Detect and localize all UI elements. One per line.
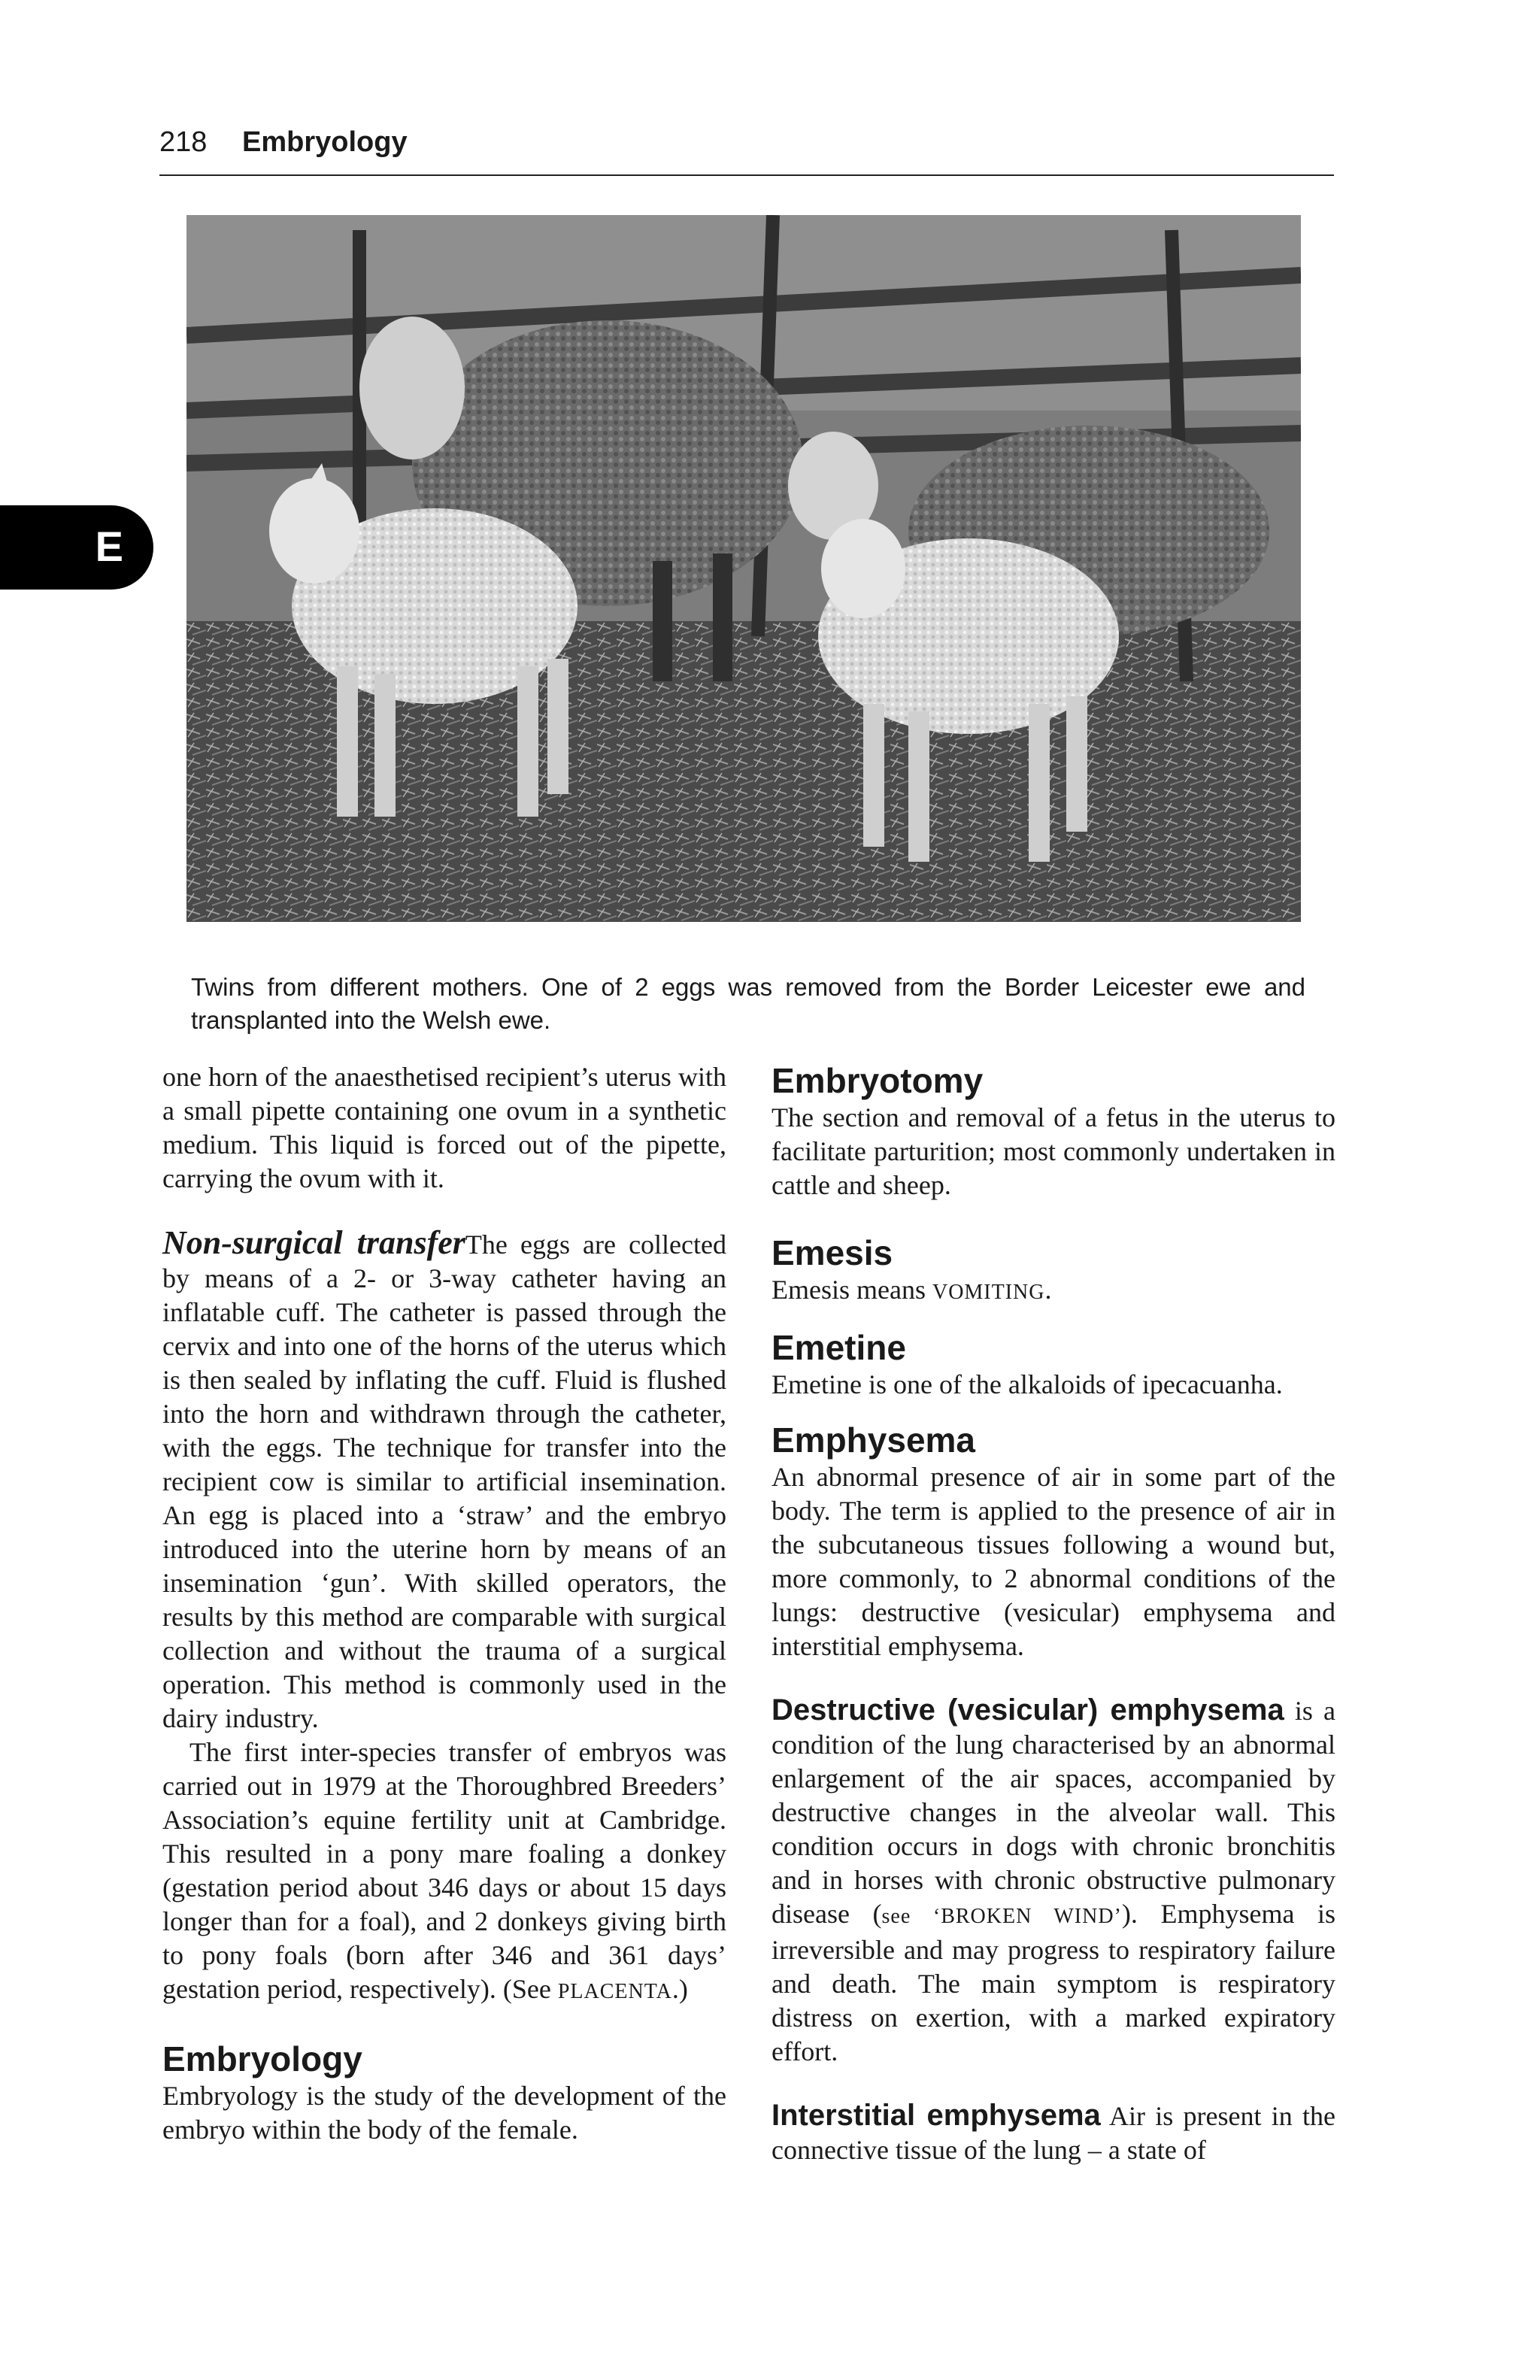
embryology-definition: Embryology is the study of the development of the embryo within the body of the female.: [162, 2081, 726, 2145]
entry-heading-embryology: Embryology: [162, 2039, 362, 2078]
see-prefix: (See: [502, 1974, 558, 2004]
destructive-emphysema-text: is a condition of the lung characterised by an abnormal enlargement of the air spaces, accompanied by destructive changes in the alveolar wall. This condition occurs in dogs with chronic bronchitis and in horses with chronic obstructive pulmonary disease (: [772, 1696, 1335, 1929]
paragraph-inter-species-transfer: [162, 1736, 726, 2009]
destructive-emphysema-text-end: ). Emphysema is irreversible and may progress to respiratory failure and death. The main symptom is respiratory distress on exertion, with a marked expiratory effort.: [772, 1899, 1336, 2066]
entry-heading-embryotomy: Embryotomy: [772, 1061, 984, 1100]
entry-heading-emesis: Emesis: [772, 1233, 893, 1272]
non-surgical-transfer-heading: Non-surgical transfer: [162, 1224, 465, 1261]
entry-heading-emphysema: Emphysema: [772, 1420, 976, 1460]
interstitial-emphysema-heading: Interstitial emphysema: [772, 2099, 1101, 2132]
interstitial-emphysema-text: Air is present in the connective tissue of the lung – a state of: [772, 2101, 1336, 2165]
paragraph-destructive-emphysema: [772, 1693, 1335, 2069]
emphysema-definition: An abnormal presence of air in some part of the body. The term is applied to the presence of air in the subcutaneous tissues following a wound but, more commonly, to 2 abnormal conditions of the lungs: destructive (vesicular) emphysema and interstitial emphysema.: [772, 1462, 1335, 1661]
destructive-emphysema-heading: Destructive (vesicular) emphysema: [772, 1693, 1284, 1727]
emesis-definition: [772, 1273, 1335, 1309]
placenta-cross-reference: PLACENTA: [557, 1980, 672, 2003]
entry-heading-emetine: Emetine: [772, 1328, 906, 1367]
paragraph-surgical-transfer-end: one horn of the anaesthetised recipient’s uterus with a small pipette containing one ovum in a synthetic medium. This liquid is forced out of the pipette, carrying the ovum with it.: [162, 1062, 726, 1193]
inter-species-transfer-text: The first inter-species transfer of embryos was carried out in 1979 at the Thoroughbred Breeders’ Association’s equine fertility unit at Cambridge. This resulted in a pony mare foaling a donkey (gestation period about 346 days or about 15 days longer than for a foal), and 2 donkeys giving birth to pony foals (born after 346 and 361 days’ gestation period, respectively).: [162, 1737, 726, 2004]
paragraph-interstitial-emphysema: [772, 2099, 1335, 2167]
emesis-end: .: [1044, 1275, 1052, 1305]
see-label: see: [881, 1905, 911, 1928]
page-number: 218: [159, 126, 208, 158]
section-tab-letter: E: [95, 523, 123, 570]
left-column: [162, 1060, 726, 2147]
non-surgical-transfer-text: The eggs are collected by means of a 2- or 3-way catheter having an inflatable cuff. The catheter is passed through the cervix and into one of the horns of the uterus which is then sealed by inflating the cuff. Fluid is flushed into the horn and withdrawn through the catheter, with the eggs. The technique for transfer into the recipient cow is similar to artificial insemination. An egg is placed into a ‘straw’ and the embryo introduced into the uterine horn by means of an insemination ‘gun’. With skilled operators, the results by this method are comparable with surgical collection and without the trauma of a surgical operation. This method is commonly used in the dairy industry.: [162, 1229, 726, 1733]
emesis-text: Emesis means: [772, 1275, 932, 1305]
vomiting-cross-reference: VOMITING: [932, 1281, 1045, 1304]
section-tab: [0, 505, 153, 590]
see-suffix: .): [671, 1974, 688, 2004]
running-head-title: Embryology: [242, 126, 408, 158]
figure-caption: Twins from different mothers. One of 2 eggs was removed from the Border Leicester ewe and transplanted into the Welsh ewe.: [191, 973, 1305, 1034]
paragraph-non-surgical-transfer: [162, 1226, 726, 1736]
broken-wind-cross-reference: ‘BROKEN WIND’: [911, 1905, 1122, 1928]
sheep-photograph: [186, 215, 1301, 922]
right-column: [772, 1060, 1335, 2167]
running-header: [159, 126, 1334, 176]
embryotomy-definition: The section and removal of a fetus in the uterus to facilitate parturition; most commonly undertaken in cattle and sheep.: [772, 1102, 1335, 1200]
emetine-definition: Emetine is one of the alkaloids of ipecacuanha.: [772, 1369, 1283, 1399]
